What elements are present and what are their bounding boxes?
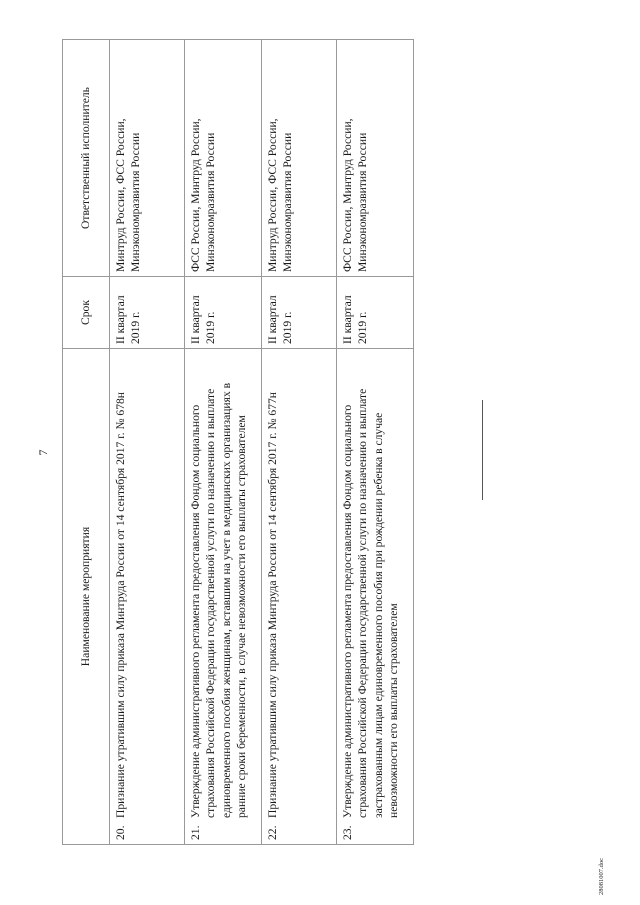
measures-table bbox=[62, 39, 414, 845]
cell-name bbox=[262, 349, 337, 845]
row-number: 23. bbox=[341, 825, 354, 840]
cell-name bbox=[185, 349, 262, 845]
cell-responsible: Минтруд России, ФСС России, Минэкономразвития России bbox=[262, 40, 337, 277]
cell-name bbox=[110, 349, 185, 845]
footer-code: 28081007.doc bbox=[598, 857, 605, 895]
cell-responsible: ФСС России, Минтруд России, Минэкономразвития России bbox=[337, 40, 414, 277]
row-name: Признание утратившим силу приказа Минтруда России от 14 сентября 2017 г. № 678н bbox=[114, 391, 127, 818]
row-number: 22. bbox=[266, 825, 279, 840]
header-responsible: Ответственный исполнитель bbox=[63, 40, 110, 277]
table-row bbox=[337, 40, 414, 845]
row-name: Утверждение административного регламента предоставления Фондом социального страхования Российской Федерации государственной услуги по назначению и выплате застрахованным лицам единовременного пособия при рождении ребенка в случае невозможности его выплаты страхователем bbox=[341, 388, 401, 818]
table-header-row bbox=[63, 40, 110, 845]
cell-term: II квартал 2019 г. bbox=[337, 277, 414, 349]
cell-term: II квартал 2019 г. bbox=[185, 277, 262, 349]
row-name: Утверждение административного регламента предоставления Фондом социального страхования Российской Федерации государственной услуги по назначению и выплате единовременного пособия женщинам, вставшим на учет в медицинских организациях в ранние сроки беременности, в случае невозможности его выплаты страхователем bbox=[189, 382, 249, 818]
separator-line bbox=[482, 400, 483, 500]
header-name: Наименование мероприятия bbox=[63, 349, 110, 845]
page-number: 7 bbox=[36, 449, 50, 456]
row-number: 20. bbox=[114, 825, 127, 840]
header-term: Срок bbox=[63, 277, 110, 349]
cell-name bbox=[337, 349, 414, 845]
table-row bbox=[185, 40, 262, 845]
cell-responsible: Минтруд России, ФСС России, Минэкономразвития России bbox=[110, 40, 185, 277]
table-row bbox=[262, 40, 337, 845]
cell-term: II квартал 2019 г. bbox=[110, 277, 185, 349]
cell-responsible: ФСС России, Минтруд России, Минэкономразвития России bbox=[185, 40, 262, 277]
cell-term: II квартал 2019 г. bbox=[262, 277, 337, 349]
table-row bbox=[110, 40, 185, 845]
row-number: 21. bbox=[189, 825, 202, 840]
row-name: Признание утратившим силу приказа Минтруда России от 14 сентября 2017 г. № 677н bbox=[266, 391, 279, 818]
